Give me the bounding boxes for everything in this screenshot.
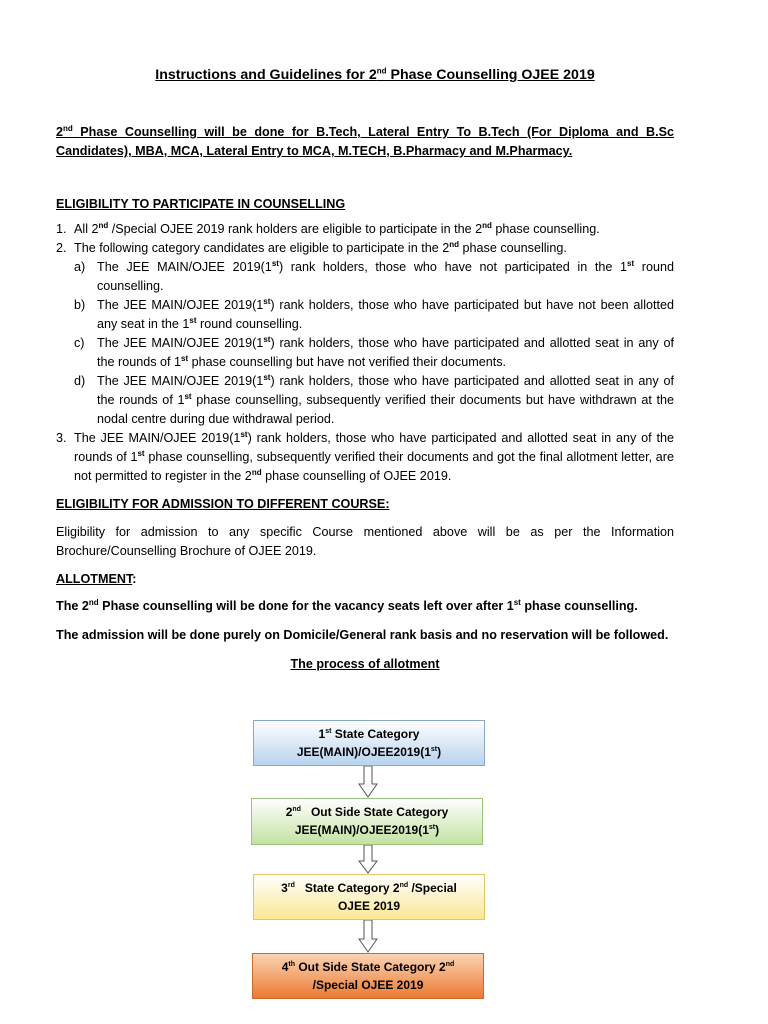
- title-text-end: Phase Counselling OJEE 2019: [386, 67, 595, 83]
- flow-box-2-line2: [252, 821, 482, 839]
- box-sup: rd: [287, 882, 295, 889]
- allotment-paragraph-1: [56, 597, 674, 616]
- item-text: phase counselling but have not verified their documents.: [188, 355, 506, 369]
- item-letter: b): [74, 298, 86, 312]
- item-sup: st: [263, 334, 271, 344]
- item-text: ) rank holders, those who have participated and allotted seat in any of the rounds of 1: [74, 431, 675, 464]
- flow-box-2: [251, 798, 483, 845]
- sublist-item: [74, 296, 674, 334]
- item-text: phase counselling, subsequently verified their documents and got the final allotment letter, are not permitted to register in the 2: [74, 450, 674, 483]
- para-text: phase counselling.: [520, 599, 638, 613]
- para-sup: nd: [88, 597, 99, 607]
- item-letter: d): [74, 374, 86, 388]
- flow-box-1: [253, 720, 485, 766]
- item-text: phase counselling, subsequently verified their documents but have withdrawn at the nodal centre during due withdrawal period.: [97, 393, 674, 426]
- item-text: phase counselling of OJEE 2019.: [261, 469, 452, 483]
- intro-line1: Phase Counselling will be done for B.Tech, Lateral Entry To B.Tech (For Diploma and B.Sc: [72, 125, 674, 139]
- box-text: 1: [318, 727, 326, 741]
- item-sup: st: [240, 429, 248, 439]
- flow-box-2-line1: [252, 803, 482, 821]
- para-sup: st: [513, 597, 521, 607]
- item-letter: a): [74, 260, 86, 274]
- item-sup: st: [263, 372, 271, 382]
- eligibility-list: [56, 220, 674, 486]
- item-text: The JEE MAIN/OJEE 2019(1: [97, 260, 272, 274]
- flow-box-3: [253, 874, 485, 920]
- item-text: round counselling.: [196, 317, 303, 331]
- item-sup: st: [189, 315, 197, 325]
- box-text: 2: [285, 805, 293, 819]
- document-page: [56, 66, 674, 674]
- down-arrow-icon: [358, 766, 378, 798]
- sublist-item: [74, 334, 674, 372]
- flow-box-1-line1: [254, 725, 484, 743]
- para-text: Phase counselling will be done for the vacancy seats left over after 1: [98, 599, 514, 613]
- item-text: phase counselling.: [491, 222, 600, 236]
- item-sup: st: [271, 258, 279, 268]
- process-title: The process of allotment: [290, 657, 440, 671]
- box-text: 3: [281, 881, 288, 895]
- box-text: Out Side State Category: [300, 805, 449, 819]
- box-sup: st: [428, 824, 436, 831]
- flow-box-3-line2: OJEE 2019: [337, 899, 401, 913]
- item-text: ) rank holders, those who have participated but have not been allotted any seat in the 1: [97, 298, 674, 331]
- sublist-item: [74, 258, 674, 296]
- flow-box-4: [252, 953, 484, 999]
- admission-heading: ELIGIBILITY FOR ADMISSION TO DIFFERENT COURSE:: [56, 497, 390, 511]
- down-arrow-icon: [358, 920, 378, 953]
- item-text: ) rank holders, those who have participated and allotted seat in any of the rounds of 1: [97, 374, 674, 407]
- list-item: [56, 239, 674, 429]
- title-text: Instructions and Guidelines for 2: [155, 67, 377, 83]
- item-sup: nd: [98, 220, 109, 230]
- item-number: 3.: [56, 431, 67, 445]
- box-text: 4: [281, 960, 289, 974]
- box-text: JEE(MAIN)/OJEE2019(1: [294, 823, 429, 837]
- list-item: [56, 429, 674, 486]
- allotment-paragraph-2: The admission will be done purely on Domicile/General rank basis and no reservation will be followed.: [56, 628, 669, 642]
- item-text: ) rank holders, those who have participated and allotted seat in any of the rounds of 1: [97, 336, 674, 369]
- flow-box-1-line2: [254, 743, 484, 761]
- box-text: Out Side State Category 2: [295, 960, 446, 974]
- item-letter: c): [74, 336, 85, 350]
- item-sup: st: [263, 296, 271, 306]
- box-text: ): [435, 823, 440, 837]
- admission-paragraph: Eligibility for admission to any specific Course mentioned above will be as per the Information Brochure/Counselling Brochure of OJEE 2019.: [56, 525, 674, 558]
- flow-box-4-line2: /Special OJEE 2019: [312, 978, 424, 992]
- eligibility-heading: ELIGIBILITY TO PARTICIPATE IN COUNSELLING: [56, 197, 346, 211]
- item-text: phase counselling.: [459, 241, 567, 255]
- para-text: The 2: [56, 599, 89, 613]
- item-text: The JEE MAIN/OJEE 2019(1: [97, 374, 264, 388]
- allotment-colon: :: [132, 572, 137, 586]
- box-sup: th: [288, 961, 296, 968]
- sublist-item: [74, 372, 674, 429]
- box-text: ): [437, 745, 442, 759]
- list-item: [56, 220, 674, 239]
- item-text: ) rank holders, those who have not participated in the 1: [278, 260, 628, 274]
- allotment-heading: ALLOTMENT: [56, 572, 133, 586]
- item-sup: nd: [449, 239, 460, 249]
- intro-paragraph: [56, 123, 674, 161]
- intro-sup: nd: [63, 123, 73, 133]
- item-sup: st: [181, 353, 189, 363]
- item-sup: nd: [251, 467, 262, 477]
- flow-box-4-line1: [253, 958, 483, 976]
- item-sup: st: [184, 391, 192, 401]
- item-sup: nd: [482, 220, 492, 230]
- item-text: round counselling.: [97, 260, 675, 293]
- item-number: 1.: [56, 222, 67, 236]
- title-sup: nd: [376, 66, 387, 76]
- item-text: The JEE MAIN/OJEE 2019(1: [74, 431, 241, 445]
- box-sup: st: [430, 746, 438, 753]
- box-sup: nd: [445, 961, 455, 968]
- box-sup: st: [325, 728, 332, 735]
- item-sup: st: [137, 448, 145, 458]
- box-text: JEE(MAIN)/OJEE2019(1: [296, 745, 431, 759]
- box-text: /Special: [408, 881, 457, 895]
- item-text: The following category candidates are eligible to participate in the 2: [74, 241, 450, 255]
- item-number: 2.: [56, 241, 67, 255]
- box-text: State Category 2: [294, 881, 400, 895]
- item-text: The JEE MAIN/OJEE 2019(1: [97, 298, 264, 312]
- item-text: The JEE MAIN/OJEE 2019(1: [97, 336, 264, 350]
- category-sublist: [74, 258, 674, 429]
- item-sup: st: [627, 258, 635, 268]
- item-text: /Special OJEE 2019 rank holders are eligible to participate in the 2: [108, 222, 483, 236]
- intro-pre: 2: [56, 125, 64, 139]
- box-text: State Category: [331, 727, 420, 741]
- box-sup: nd: [399, 882, 409, 889]
- intro-line2: Candidates), MBA, MCA, Lateral Entry to MCA, M.TECH, B.Pharmacy and M.Pharmacy.: [56, 144, 573, 158]
- item-text: All 2: [74, 222, 99, 236]
- down-arrow-icon: [358, 845, 378, 874]
- box-sup: nd: [292, 806, 301, 813]
- allotment-heading-row: [56, 570, 674, 589]
- document-title: [76, 66, 674, 85]
- flow-box-3-line1: [254, 879, 484, 897]
